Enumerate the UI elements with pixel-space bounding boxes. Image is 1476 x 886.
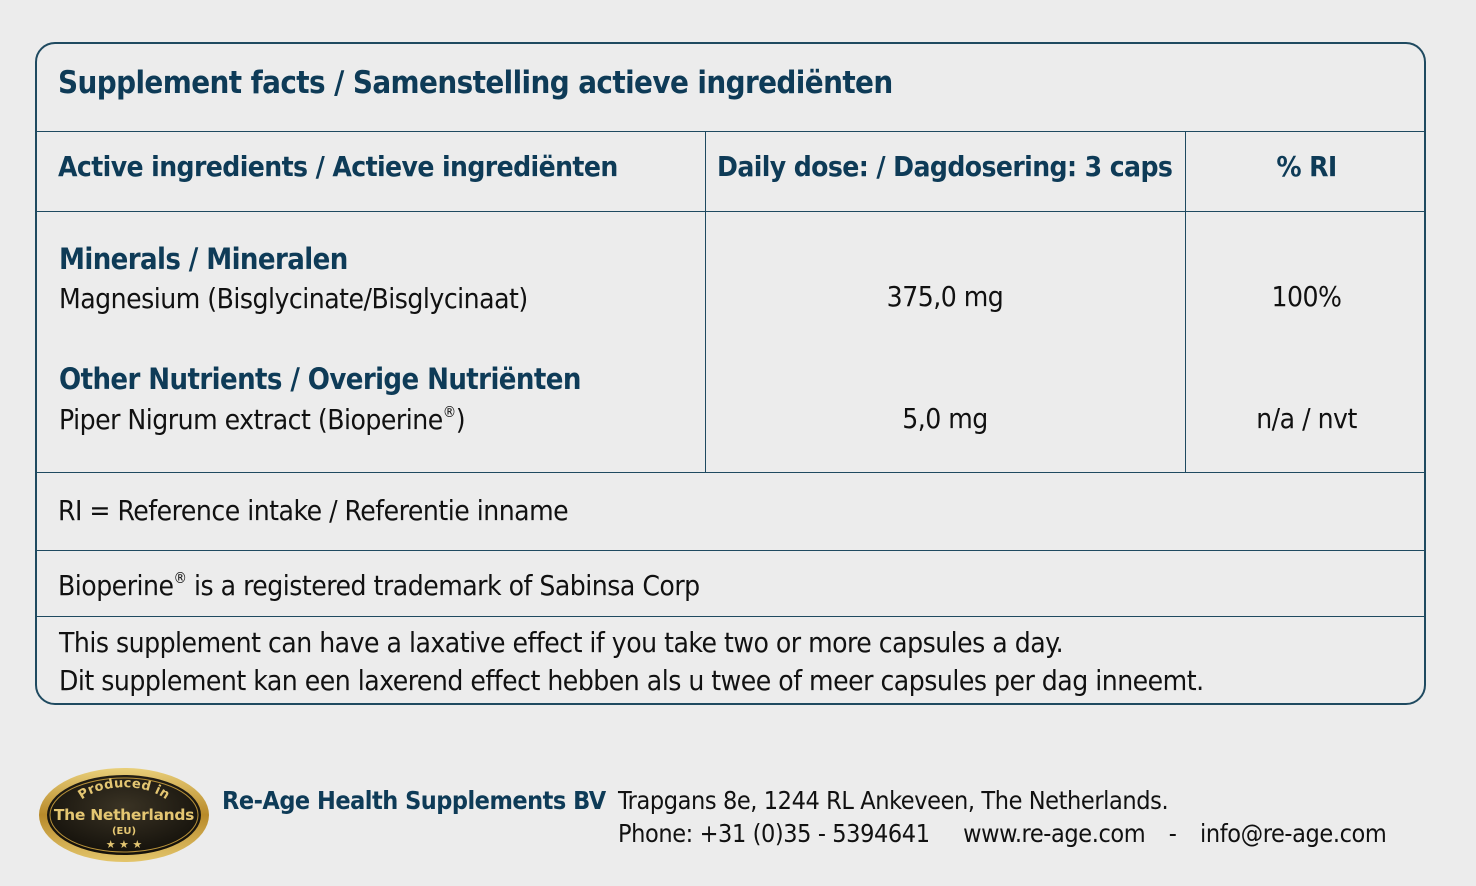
badge-line-1: Produced in bbox=[75, 776, 173, 804]
ri-piper-nigrum: n/a / nvt bbox=[1256, 402, 1357, 435]
ri-magnesium: 100% bbox=[1271, 280, 1342, 313]
dose-magnesium: 375,0 mg bbox=[886, 280, 1004, 313]
header-row bbox=[37, 132, 1424, 212]
phone-number: Phone: +31 (0)35 - 5394641 bbox=[618, 819, 930, 848]
contact-line bbox=[618, 819, 1386, 848]
ingredients-body bbox=[37, 212, 1424, 473]
trademark-mark: ® bbox=[173, 569, 187, 587]
company-address: Trapgans 8e, 1244 RL Ankeveen, The Netherlands. bbox=[618, 786, 1169, 815]
title-row bbox=[37, 44, 1424, 132]
trademark-row bbox=[37, 551, 1424, 617]
section-other-nutrients: Other Nutrients / Overige Nutriënten bbox=[59, 362, 581, 396]
trademark-note bbox=[58, 571, 700, 600]
supplement-facts-panel bbox=[35, 42, 1426, 705]
registered-mark: ® bbox=[442, 403, 456, 421]
badge-line-3: (EU) bbox=[111, 826, 137, 837]
header-daily-dose: Daily dose: / Dagdosering: 3 caps bbox=[717, 150, 1173, 183]
warning-dutch: Dit supplement kan een laxerend effect hebben als u twee of meer capsules per dag inneemt. bbox=[59, 664, 1204, 697]
badge-line-2: The Netherlands bbox=[53, 806, 195, 824]
section-minerals: Minerals / Mineralen bbox=[59, 242, 348, 276]
header-ri: % RI bbox=[1276, 150, 1337, 183]
dose-piper-nigrum: 5,0 mg bbox=[902, 402, 988, 435]
warning-english: This supplement can have a laxative effect if you take two or more capsules a day. bbox=[59, 626, 1064, 659]
ri-note: RI = Reference intake / Referentie inname bbox=[58, 494, 569, 527]
produced-in-netherlands-badge bbox=[38, 767, 210, 863]
column-divider-1 bbox=[705, 132, 706, 473]
trademark-brand: Bioperine bbox=[58, 569, 174, 602]
badge-stars: ★ ★ ★ bbox=[105, 838, 143, 851]
company-name: Re-Age Health Supplements BV bbox=[222, 786, 606, 815]
ri-note-row bbox=[37, 473, 1424, 551]
warning-row bbox=[37, 617, 1424, 705]
email-link[interactable]: info@re-age.com bbox=[1200, 819, 1387, 848]
header-ingredients: Active ingredients / Actieve ingrediënten bbox=[58, 150, 618, 183]
ingredient-piper-nigrum-text: Piper Nigrum extract (Bioperine bbox=[59, 403, 443, 436]
ingredient-piper-nigrum bbox=[59, 405, 465, 434]
website-link[interactable]: www.re-age.com bbox=[963, 819, 1146, 848]
ingredient-magnesium: Magnesium (Bisglycinate/Bisglycinaat) bbox=[59, 282, 528, 315]
contact-separator: - bbox=[1168, 819, 1177, 848]
ingredient-piper-nigrum-end: ) bbox=[455, 403, 466, 436]
table-title: Supplement facts / Samenstelling actieve ingrediënten bbox=[58, 65, 893, 101]
trademark-text: is a registered trademark of Sabinsa Corp bbox=[186, 569, 700, 602]
column-divider-2 bbox=[1185, 132, 1186, 473]
